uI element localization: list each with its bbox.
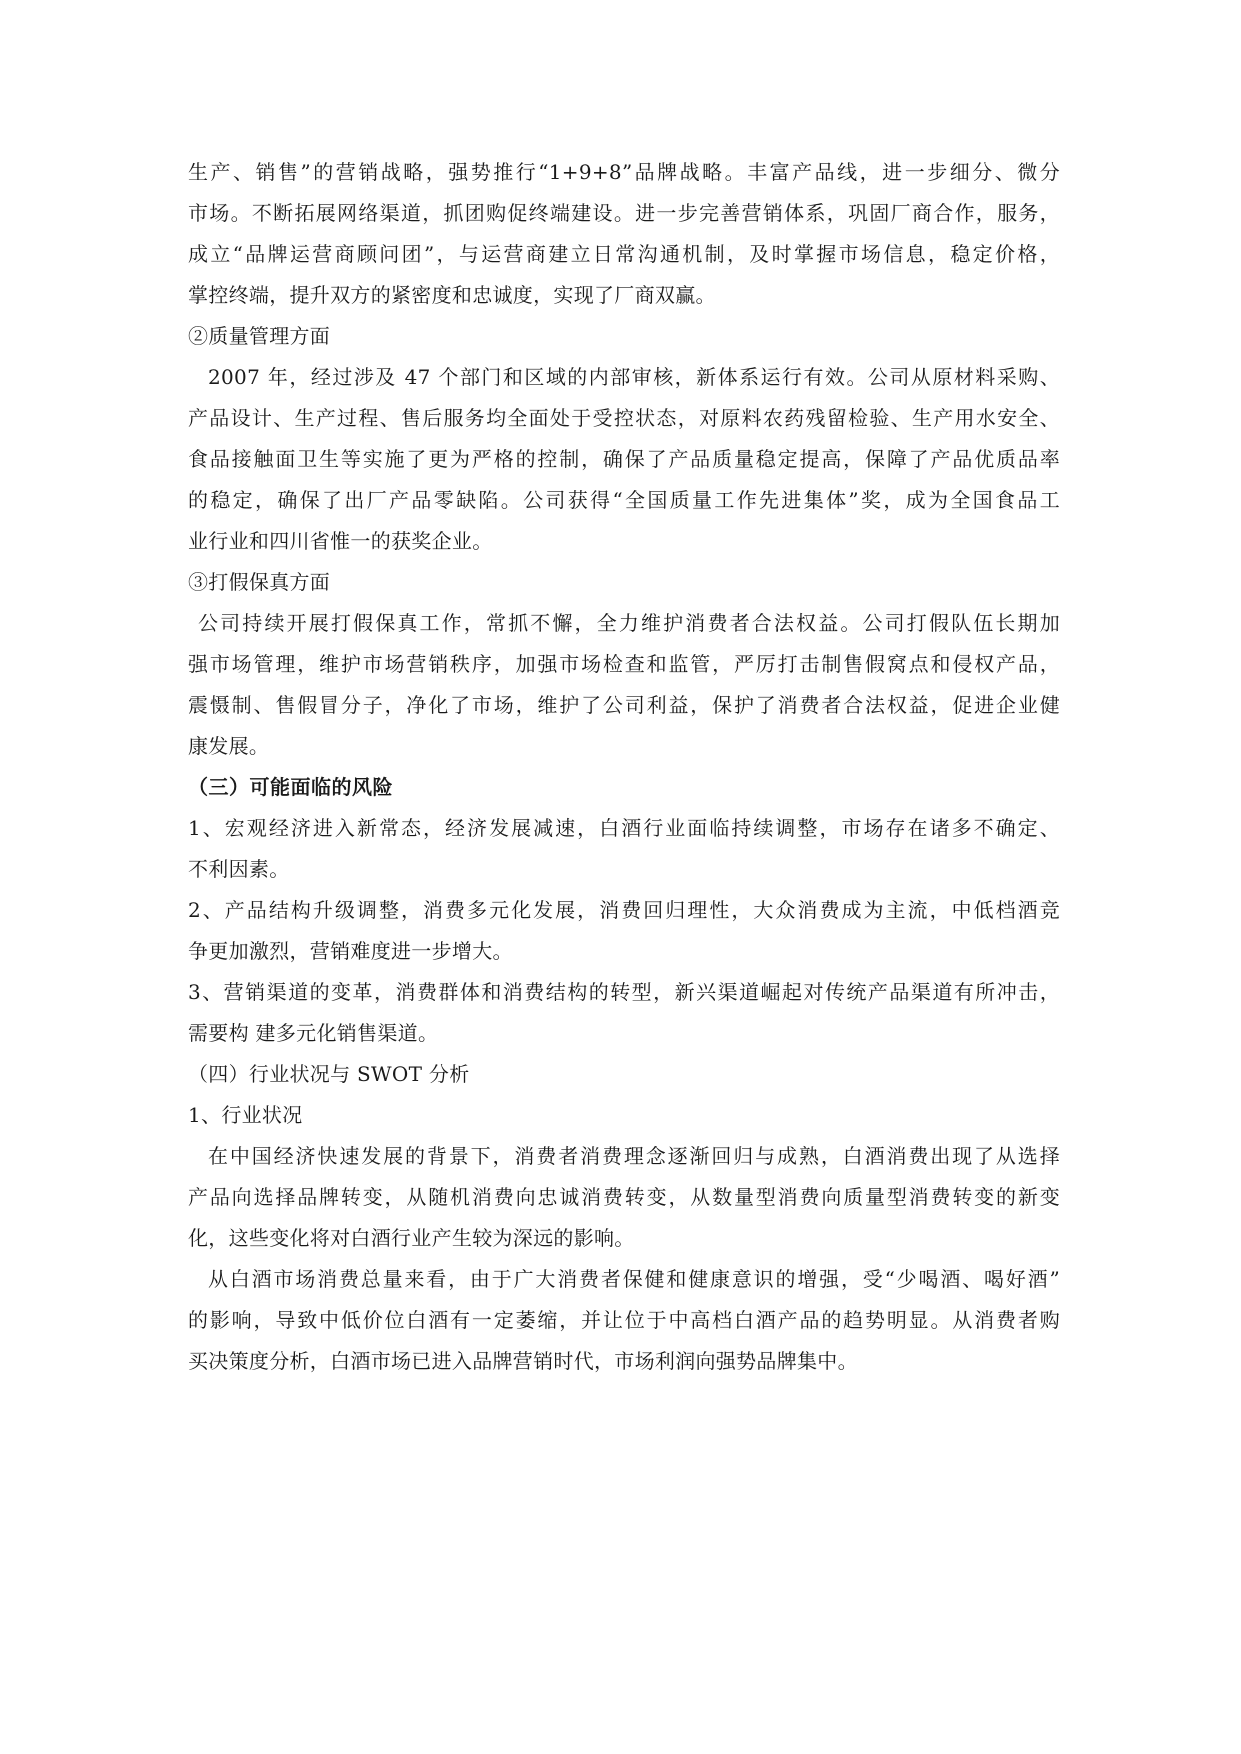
paragraph-line: 产品向选择品牌转变，从随机消费向忠诚消费转变，从数量型消费向质量型消费转变的新变 xyxy=(188,1185,1060,1209)
paragraph-line: 市场。不断拓展网络渠道，抓团购促终端建设。进一步完善营销体系，巩固厂商合作，服务， xyxy=(188,201,1060,225)
paragraph-line: 成立“品牌运营商顾问团”，与运营商建立日常沟通机制，及时掌握市场信息，稳定价格， xyxy=(188,242,1060,266)
document-page xyxy=(188,152,1060,1382)
paragraph-line: 在中国经济快速发展的背景下，消费者消费理念逐渐回归与成熟，白酒消费出现了从选择 xyxy=(208,1144,1060,1168)
paragraph-line: 掌控终端，提升双方的紧密度和忠诚度，实现了厂商双赢。 xyxy=(188,283,716,307)
subsection-heading: 1、行业状况 xyxy=(188,1103,303,1127)
list-item-line: 争更加激烈，营销难度进一步增大。 xyxy=(188,939,513,963)
paragraph-line: 的稳定，确保了出厂产品零缺陷。公司获得“全国质量工作先进集体”奖，成为全国食品工 xyxy=(188,488,1060,512)
paragraph-line: 食品接触面卫生等实施了更为严格的控制，确保了产品质量稳定提高，保障了产品优质品率 xyxy=(188,447,1060,471)
paragraph-line: 震慑制、售假冒分子，净化了市场，维护了公司利益，保护了消费者合法权益，促进企业健 xyxy=(188,693,1060,717)
paragraph-line: 买决策度分析，白酒市场已进入品牌营销时代，市场利润向强势品牌集中。 xyxy=(188,1349,858,1373)
list-item-line: 1、宏观经济进入新常态，经济发展减速，白酒行业面临持续调整，市场存在诸多不确定、 xyxy=(188,816,1060,840)
list-item-line: 3、营销渠道的变革，消费群体和消费结构的转型，新兴渠道崛起对传统产品渠道有所冲击， xyxy=(188,980,1060,1004)
paragraph-line: 公司持续开展打假保真工作，常抓不懈，全力维护消费者合法权益。公司打假队伍长期加 xyxy=(198,611,1060,635)
paragraph-line: 的影响，导致中低价位白酒有一定萎缩，并让位于中高档白酒产品的趋势明显。从消费者购 xyxy=(188,1308,1060,1332)
section-heading: （四）行业状况与 SWOT 分析 xyxy=(188,1062,470,1086)
list-item-line: 2、产品结构升级调整，消费多元化发展，消费回归理性，大众消费成为主流，中低档酒竞 xyxy=(188,898,1060,922)
paragraph-line: 从白酒市场消费总量来看，由于广大消费者保健和健康意识的增强，受“少喝酒、喝好酒” xyxy=(208,1267,1060,1291)
paragraph-line: 化，这些变化将对白酒行业产生较为深远的影响。 xyxy=(188,1226,635,1250)
paragraph-line: 产品设计、生产过程、售后服务均全面处于受控状态，对原料农药残留检验、生产用水安全、 xyxy=(188,406,1060,430)
subsection-heading: ②质量管理方面 xyxy=(188,324,331,348)
list-item-line: 不利因素。 xyxy=(188,857,290,881)
list-item-line: 需要构 建多元化销售渠道。 xyxy=(188,1021,439,1045)
subsection-heading: ③打假保真方面 xyxy=(188,570,331,594)
paragraph-line: 生产、销售”的营销战略，强势推行“1+9+8”品牌战略。丰富产品线，进一步细分、微分 xyxy=(188,160,1060,184)
paragraph-line: 2007 年，经过涉及 47 个部门和区域的内部审核，新体系运行有效。公司从原材料采购、 xyxy=(208,365,1060,389)
section-heading: （三）可能面临的风险 xyxy=(188,775,393,799)
paragraph-line: 强市场管理，维护市场营销秩序，加强市场检查和监管，严厉打击制售假窝点和侵权产品， xyxy=(188,652,1060,676)
paragraph-line: 业行业和四川省惟一的获奖企业。 xyxy=(188,529,493,553)
paragraph-line: 康发展。 xyxy=(188,734,270,758)
